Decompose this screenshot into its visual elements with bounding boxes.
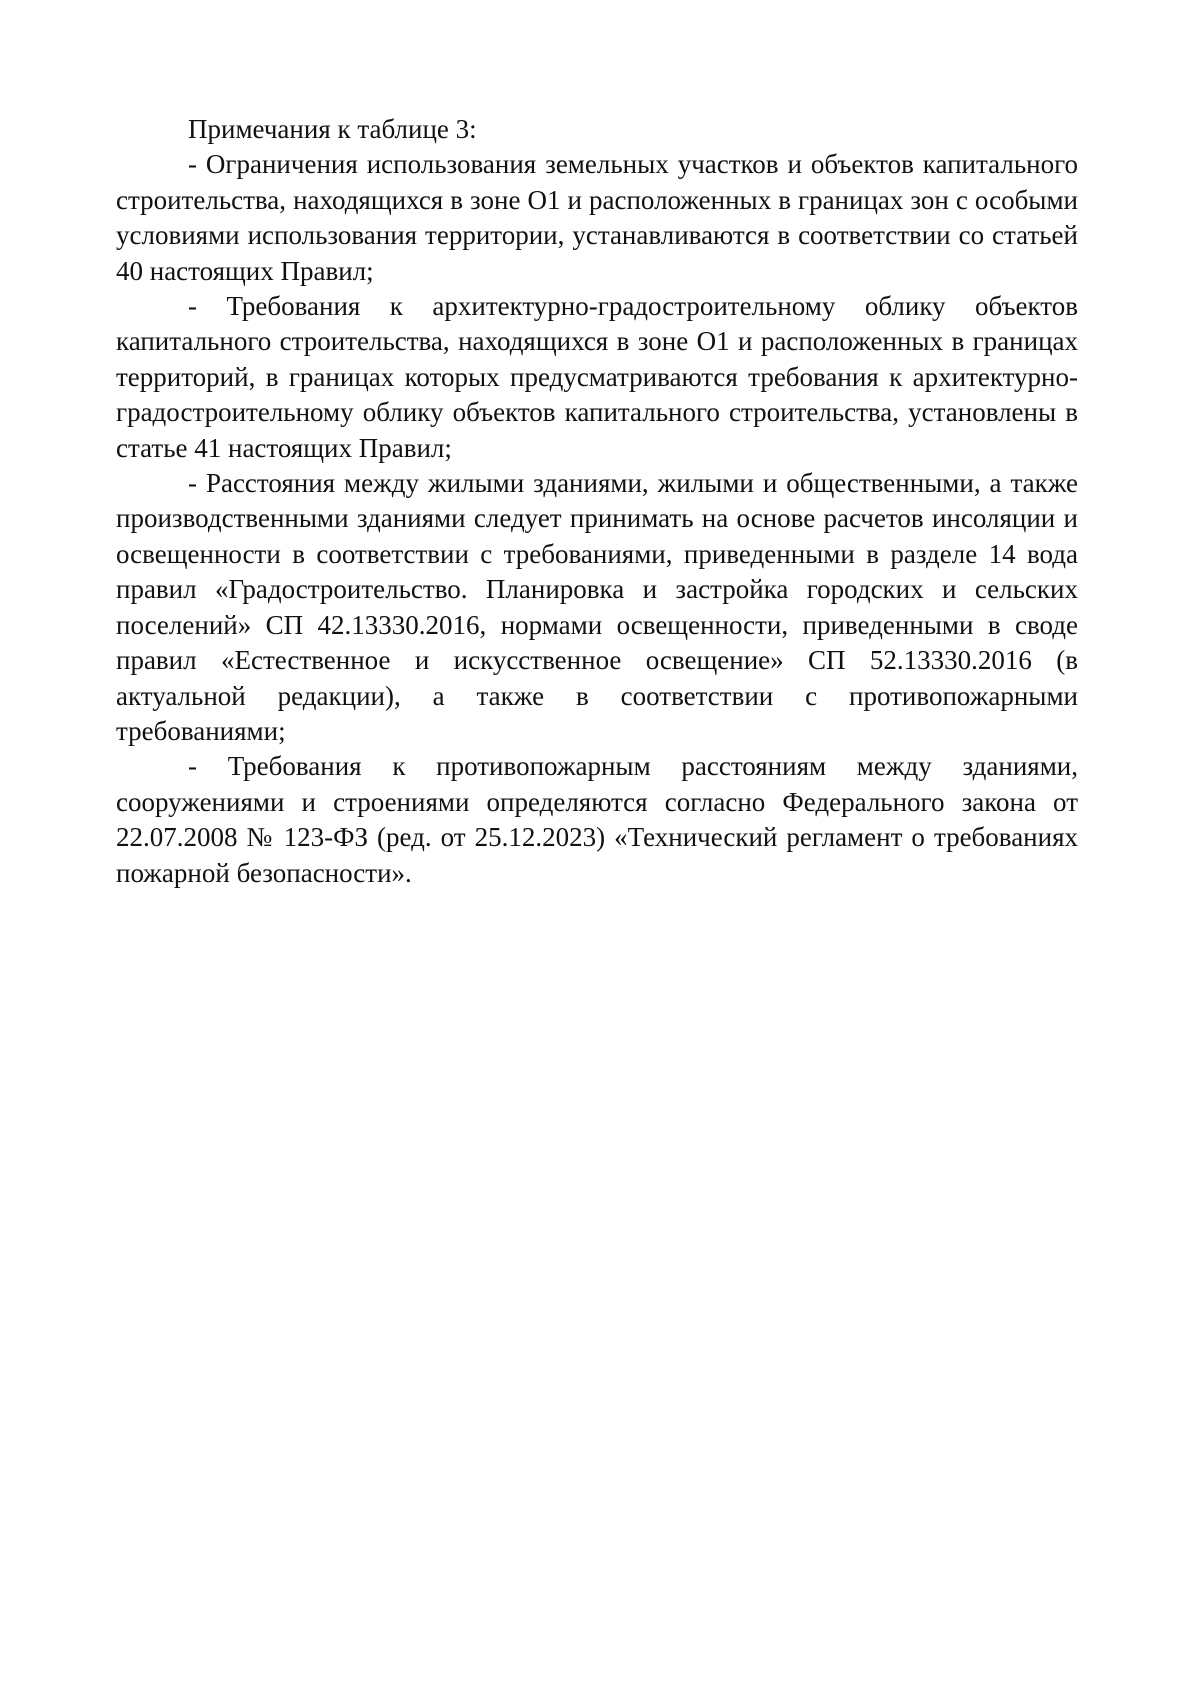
note-paragraph: - Ограничения использования земельных участков и объектов капитального строительства, находящихся в зоне О1 и расположенных в границах зон с особыми условиями использования территории, устанавливаются в соответствии со статьей 40 настоящих Правил; (116, 149, 1078, 286)
notes-heading: Примечания к таблице 3: (188, 114, 477, 144)
note-paragraph: - Расстояния между жилыми зданиями, жилыми и общественными, а также производственными зданиями следует принимать на основе расчетов инсоляции и освещенности в соответствии с требованиями, приведенными в разделе 14 вода правил «Градостроительство. Планировка и застройка городских и сельских поселений» СП 42.13330.2016, нормами освещенности, приведенными в своде правил «Естественное и искусственное освещение» СП 52.13330.2016 (в актуальной редакции), а также в соответствии с противопожарными требованиями; (116, 468, 1078, 746)
note-paragraph: - Требования к противопожарным расстояниям между зданиями, сооружениями и строениями определяются согласно Федерального закона от 22.07.2008 № 123-ФЗ (ред. от 25.12.2023) «Технический регламент о требованиях пожарной безопасности». (116, 751, 1078, 888)
document-body (116, 112, 1078, 891)
note-paragraph: - Требования к архитектурно-градостроительному облику объектов капитального строительства, находящихся в зоне О1 и расположенных в границах территорий, в границах которых предусматриваются требования к архитектурно-градостроительному облику объектов капитального строительства, установлены в статье 41 настоящих Правил; (116, 291, 1078, 463)
